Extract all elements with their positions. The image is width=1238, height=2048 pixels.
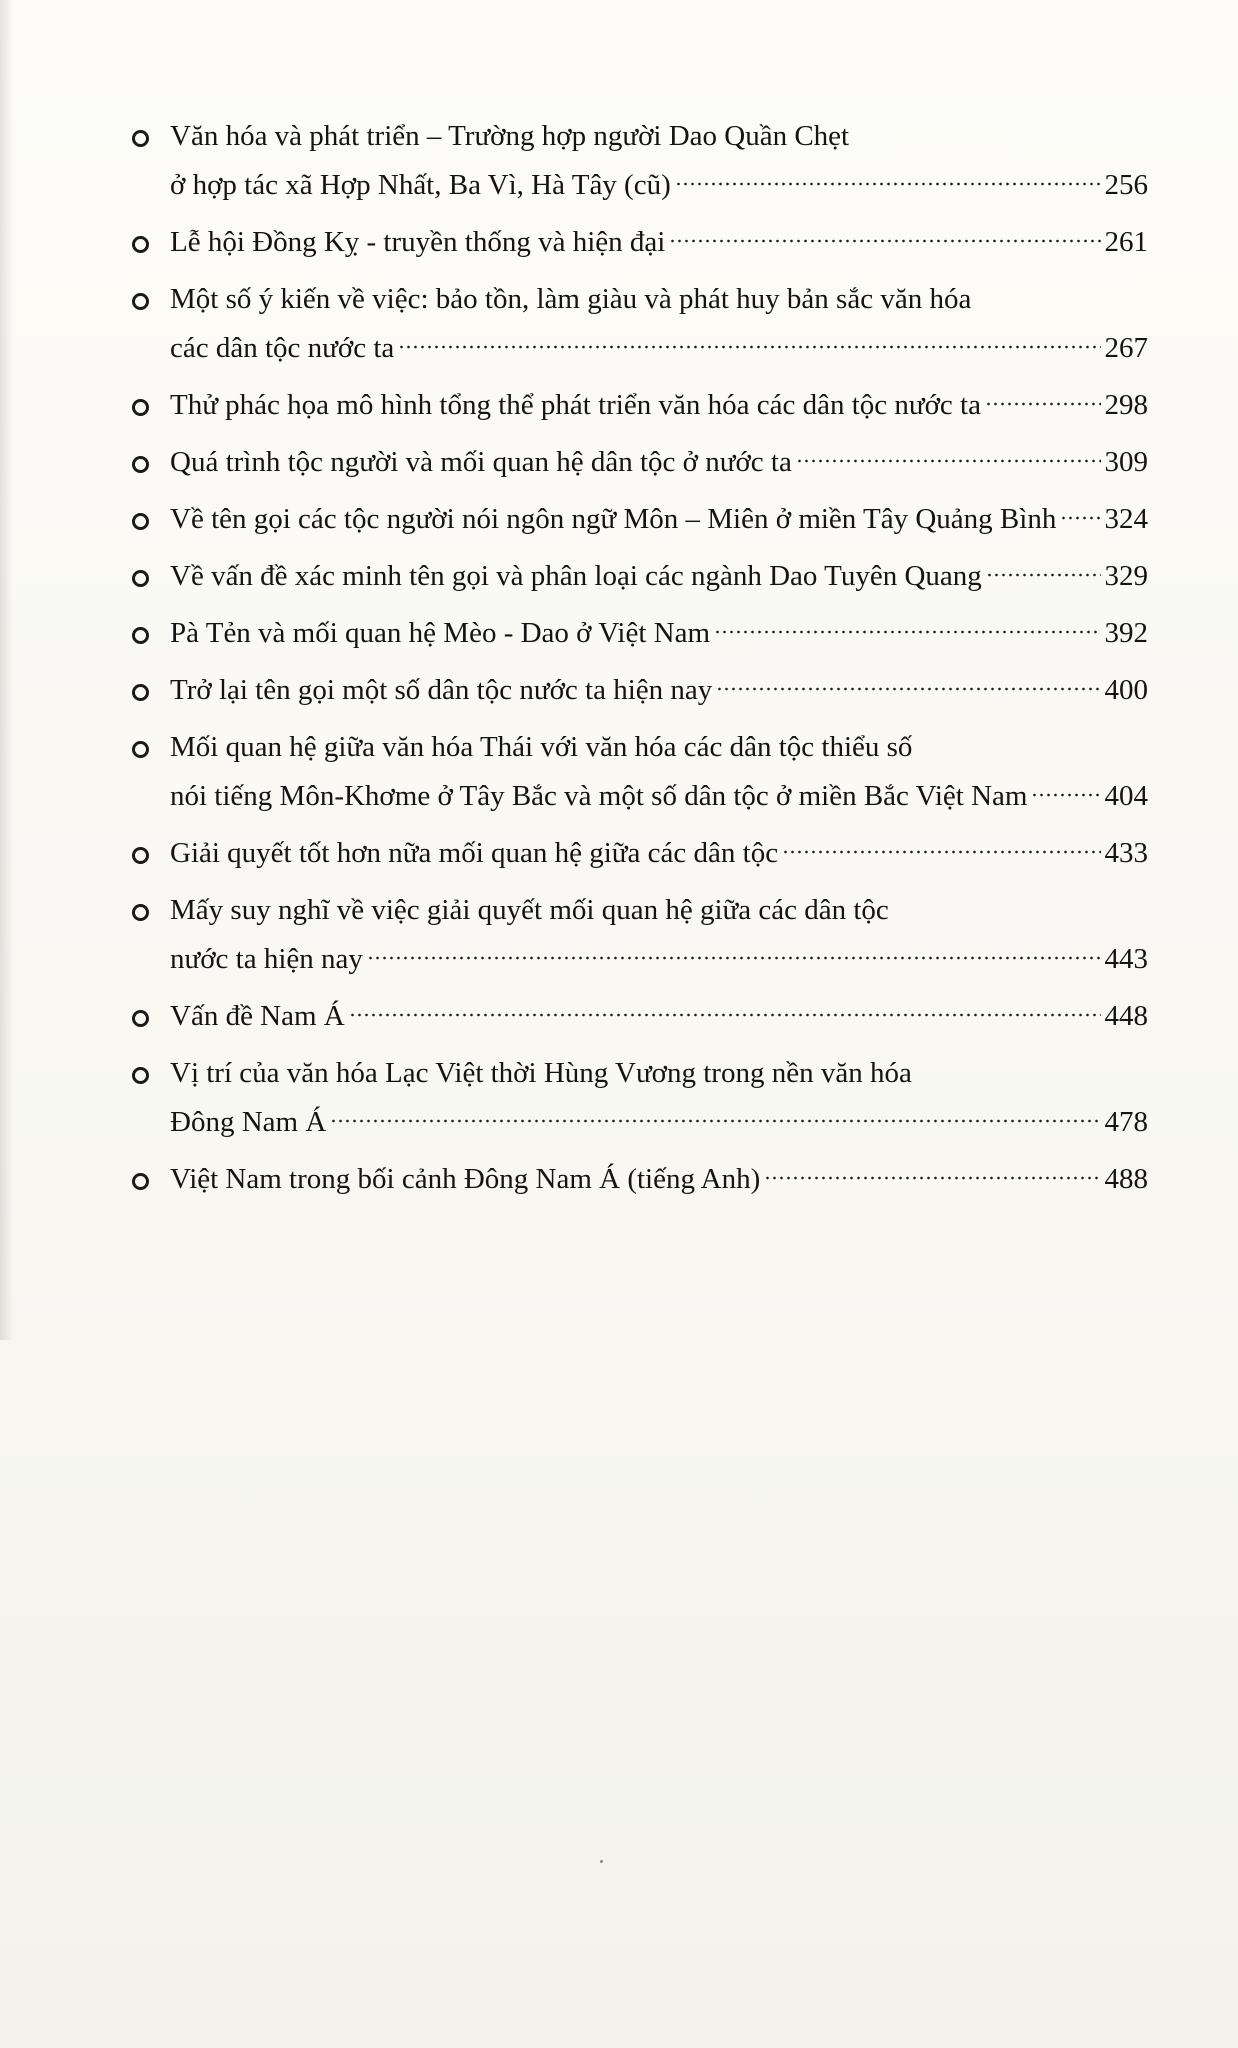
dot-leader [367,955,1101,961]
page-number: 443 [1104,943,1148,975]
dot-leader [782,849,1100,855]
toc-entry-title: nói tiếng Môn-Khơme ở Tây Bắc và một số dân tộc ở miền Bắc Việt Nam [170,780,1028,812]
toc-entry-last-line [170,552,1148,601]
page-number: 404 [1104,780,1148,812]
circle-bullet-icon [132,1067,149,1084]
toc-entry [130,495,1148,544]
toc-entry-title: các dân tộc nước ta [170,332,395,364]
toc-entry-title-line: Mối quan hệ giữa văn hóa Thái với văn hóa các dân tộc thiểu số [170,731,913,763]
toc-entry [130,666,1148,715]
dot-leader [398,344,1100,350]
page-number: 433 [1104,837,1148,869]
toc-entry [130,609,1148,658]
page-number: 448 [1104,1000,1148,1032]
toc-entry [130,112,1148,210]
page-fold-shadow [0,0,14,1340]
page-number: 256 [1104,169,1148,201]
dot-leader [1031,792,1100,798]
toc-entry-title-line: Một số ý kiến về việc: bảo tồn, làm giàu và phát huy bản sắc văn hóa [170,283,972,315]
circle-bullet-icon [132,513,149,530]
dot-leader [349,1012,1101,1018]
toc-entry-title: Trở lại tên gọi một số dân tộc nước ta hiện nay [170,674,713,706]
toc-entry-last-line [170,438,1148,487]
page-number: 478 [1104,1106,1148,1138]
toc-entry [130,1049,1148,1147]
toc-entry-title: Quá trình tộc người và mối quan hệ dân tộc ở nước ta [170,446,792,478]
toc-entry-last-line [170,381,1148,430]
dot-leader [675,181,1101,187]
dot-leader [796,458,1101,464]
toc-entry-title: nước ta hiện nay [170,943,363,975]
circle-bullet-icon [132,456,149,473]
page-number: 267 [1104,332,1148,364]
toc-entry-last-line [170,992,1148,1041]
toc-entry-title: Vấn đề Nam Á [170,1000,345,1032]
toc-entry-last-line [170,1155,1148,1204]
circle-bullet-icon [132,1010,149,1027]
page-number: 298 [1104,389,1148,421]
toc-entry [130,1155,1148,1204]
toc-entry-title-line: Văn hóa và phát triển – Trường hợp người Dao Quần Chẹt [170,120,850,152]
toc-entry-last-line [170,218,1148,267]
toc-entry [130,381,1148,430]
toc-entry-title: Thử phác họa mô hình tổng thể phát triển văn hóa các dân tộc nước ta [170,389,981,421]
toc-entry [130,723,1148,821]
circle-bullet-icon [132,293,149,310]
paper-speck [600,1860,603,1863]
page-number: 324 [1104,503,1148,535]
circle-bullet-icon [132,684,149,701]
dot-leader [714,629,1100,635]
page-number: 309 [1104,446,1148,478]
toc-entry-title: Pà Tẻn và mối quan hệ Mèo - Dao ở Việt Nam [170,617,711,649]
page-number: 488 [1104,1163,1148,1195]
toc-entry-last-line [170,495,1148,544]
toc-entry-last-line [170,935,1148,984]
toc-entry [130,275,1148,373]
circle-bullet-icon [132,236,149,253]
circle-bullet-icon [132,904,149,921]
dot-leader [985,401,1101,407]
toc-entry [130,992,1148,1041]
circle-bullet-icon [132,570,149,587]
toc-entry [130,886,1148,984]
circle-bullet-icon [132,627,149,644]
page-number: 261 [1104,226,1148,258]
circle-bullet-icon [132,399,149,416]
page-number: 329 [1104,560,1148,592]
toc-entry-title: Lễ hội Đồng Kỵ - truyền thống và hiện đại [170,226,666,258]
dot-leader [764,1175,1100,1181]
toc-entry-last-line [170,666,1148,715]
toc-entry-title: Về tên gọi các tộc người nói ngôn ngữ Môn – Miên ở miền Tây Quảng Bình [170,503,1057,535]
circle-bullet-icon [132,1173,149,1190]
circle-bullet-icon [132,847,149,864]
toc-entry [130,218,1148,267]
toc-entry [130,438,1148,487]
toc-entry-title: ở hợp tác xã Hợp Nhất, Ba Vì, Hà Tây (cũ) [170,169,671,201]
toc-entry-last-line [170,609,1148,658]
dot-leader [986,572,1101,578]
toc-entry-title: Giải quyết tốt hơn nữa mối quan hệ giữa các dân tộc [170,837,779,869]
toc-entry-title: Đông Nam Á [170,1106,327,1138]
page-number: 400 [1104,674,1148,706]
toc-entry-title-line: Mấy suy nghĩ về việc giải quyết mối quan hệ giữa các dân tộc [170,894,889,926]
dot-leader [330,1118,1100,1124]
toc-entry-last-line [170,772,1148,821]
circle-bullet-icon [132,741,149,758]
toc-entry-title-line: Vị trí của văn hóa Lạc Việt thời Hùng Vương trong nền văn hóa [170,1057,912,1089]
toc-entry-last-line [170,324,1148,373]
toc-entry-last-line [170,1098,1148,1147]
toc-entry-last-line [170,161,1148,210]
page-number: 392 [1104,617,1148,649]
circle-bullet-icon [132,130,149,147]
toc-entry-title: Về vấn đề xác minh tên gọi và phân loại các ngành Dao Tuyên Quang [170,560,982,592]
toc-entry-last-line [170,829,1148,878]
dot-leader [669,238,1100,244]
toc-entry-title: Việt Nam trong bối cảnh Đông Nam Á (tiếng Anh) [170,1163,761,1195]
dot-leader [1060,515,1100,521]
dot-leader [716,686,1100,692]
table-of-contents [130,112,1148,1212]
toc-entry [130,829,1148,878]
toc-entry [130,552,1148,601]
